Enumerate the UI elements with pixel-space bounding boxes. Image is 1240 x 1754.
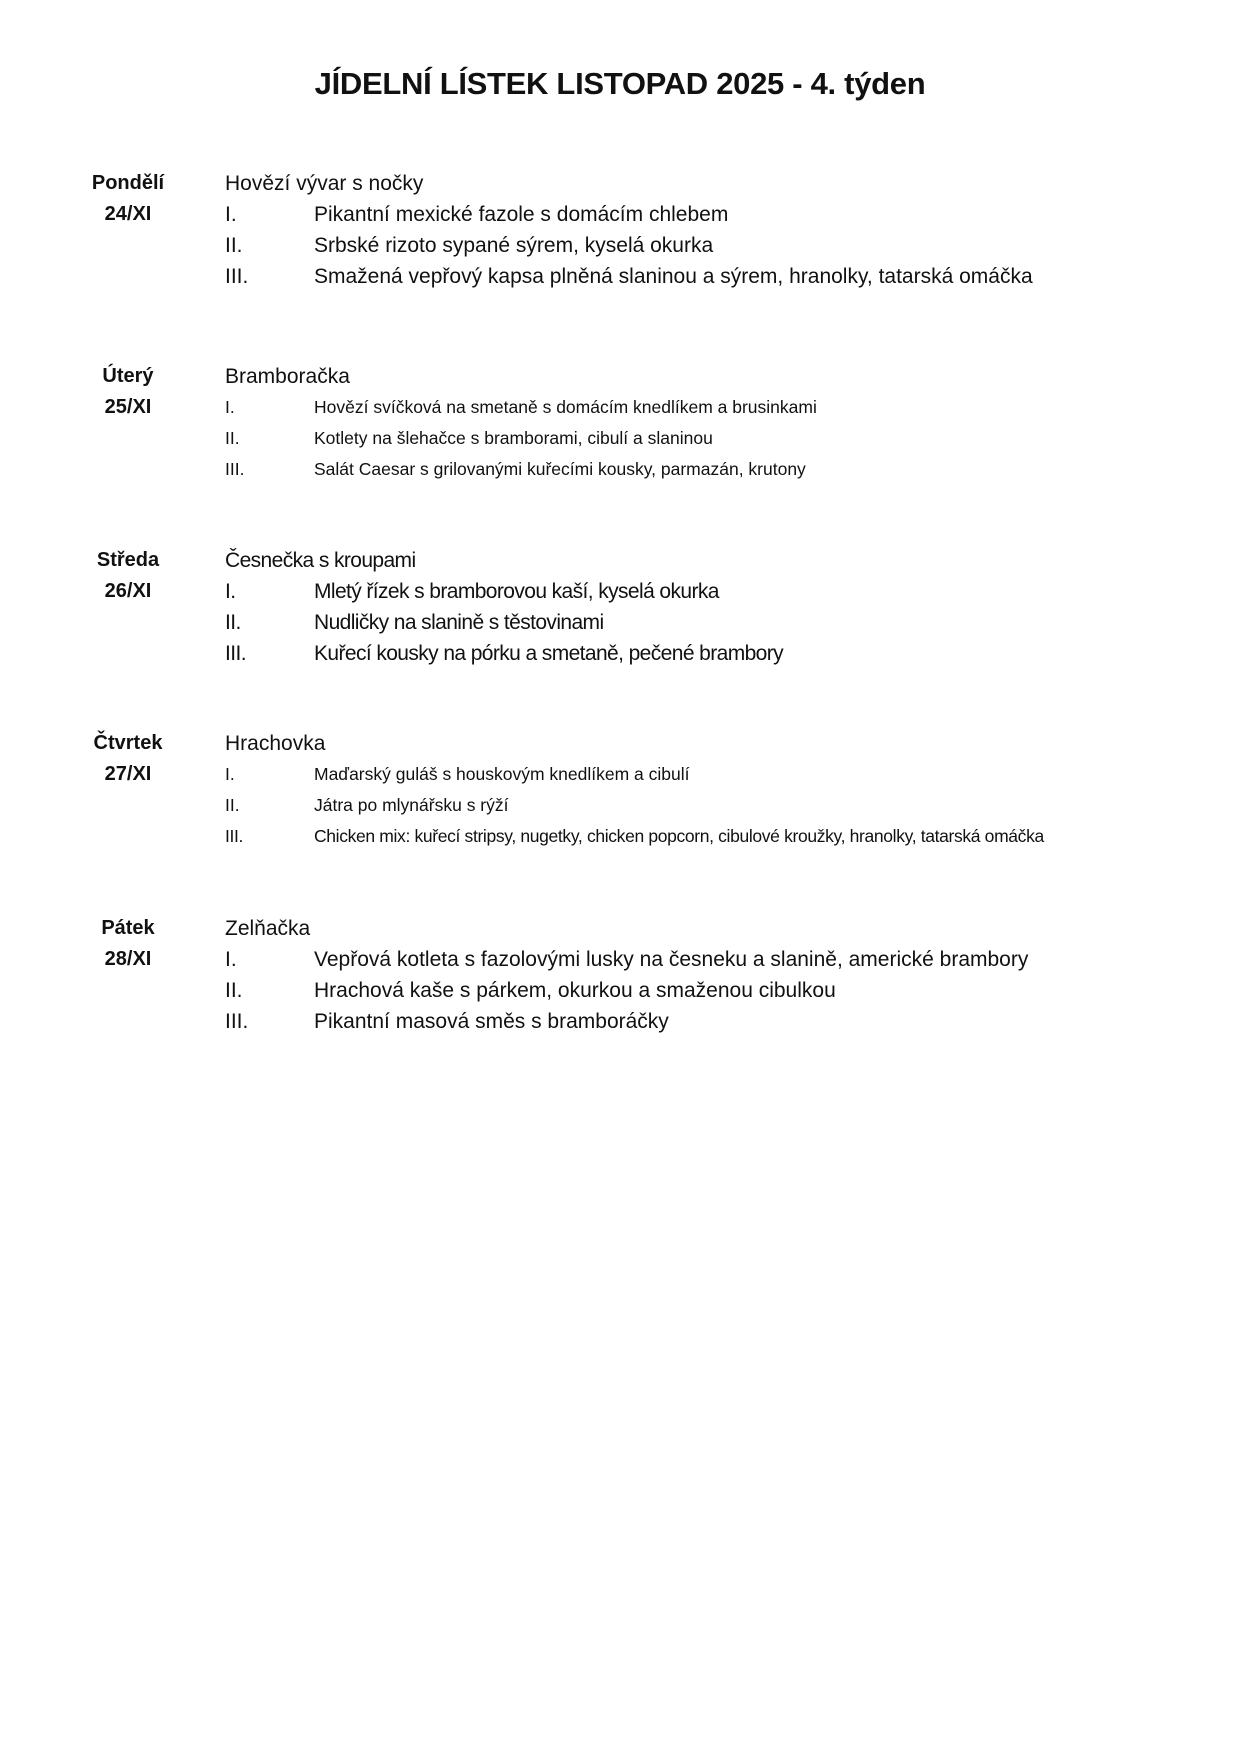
menu-item xyxy=(225,454,806,485)
menu-item xyxy=(225,1006,669,1037)
day-label xyxy=(70,168,186,230)
day-label xyxy=(70,545,186,607)
soup: Bramboračka xyxy=(225,365,350,388)
item-dish: Kotlety na šlehačce s bramborami, cibulí a slaninou xyxy=(314,428,713,448)
menu-item xyxy=(225,759,690,790)
item-dish: Kuřecí kousky na pórku a smetaně, pečené brambory xyxy=(314,642,784,665)
item-number: I. xyxy=(225,397,235,417)
menu-item xyxy=(225,944,1029,975)
item-number: III. xyxy=(225,642,246,665)
item-number: I. xyxy=(225,580,236,603)
item-dish: Pikantní mexické fazole s domácím chlebem xyxy=(314,203,729,226)
day-menu xyxy=(225,361,817,485)
item-dish: Srbské rizoto sypané sýrem, kyselá okurka xyxy=(314,234,714,257)
item-number: III. xyxy=(225,1010,249,1033)
day-name: Pátek xyxy=(101,917,155,939)
item-number: I. xyxy=(225,948,237,971)
menu-item xyxy=(225,821,1044,852)
menu-item xyxy=(225,392,817,423)
item-dish: Mletý řízek s bramborovou kaší, kyselá okurka xyxy=(314,580,719,603)
menu-item xyxy=(225,607,604,638)
menu-item xyxy=(225,261,1033,292)
item-number: II. xyxy=(225,611,241,634)
day-name: Středa xyxy=(96,549,160,571)
day-label xyxy=(70,913,186,975)
day-menu xyxy=(225,168,1033,292)
item-number: II. xyxy=(225,428,240,448)
day-name: Čtvrtek xyxy=(93,732,163,754)
soup: Česnečka s kroupami xyxy=(225,549,416,572)
day-menu xyxy=(225,728,1044,852)
soup: Hovězí vývar s nočky xyxy=(225,172,424,195)
item-number: II. xyxy=(225,234,243,257)
item-dish: Smažená vepřový kapsa plněná slaninou a sýrem, hranolky, tatarská omáčka xyxy=(314,265,1033,288)
item-dish: Salát Caesar s grilovanými kuřecími kousky, parmazán, krutony xyxy=(314,459,806,479)
day-name: Pondělí xyxy=(91,172,165,194)
page-title: JÍDELNÍ LÍSTEK LISTOPAD 2025 - 4. týden xyxy=(314,66,926,101)
day-label xyxy=(70,361,186,423)
item-number: III. xyxy=(225,265,249,288)
menu-item xyxy=(225,199,729,230)
item-number: III. xyxy=(225,459,245,479)
day-date: 25/XI xyxy=(104,396,152,418)
item-dish: Hrachová kaše s párkem, okurkou a smaženou cibulkou xyxy=(314,979,836,1002)
menu-item xyxy=(225,230,714,261)
menu-item xyxy=(225,423,713,454)
day-label xyxy=(70,728,186,790)
item-number: II. xyxy=(225,795,240,815)
item-number: II. xyxy=(225,979,243,1002)
item-number: I. xyxy=(225,203,237,226)
item-dish: Hovězí svíčková na smetaně s domácím knedlíkem a brusinkami xyxy=(314,397,817,417)
menu-item xyxy=(225,975,836,1006)
item-dish: Pikantní masová směs s bramboráčky xyxy=(314,1010,669,1033)
day-date: 26/XI xyxy=(104,580,152,602)
day-menu xyxy=(225,545,784,669)
menu-item xyxy=(225,790,509,821)
item-dish: Maďarský guláš s houskovým knedlíkem a cibulí xyxy=(314,764,690,784)
item-dish: Nudličky na slanině s těstovinami xyxy=(314,611,604,634)
soup: Zelňačka xyxy=(225,917,311,940)
item-dish: Vepřová kotleta s fazolovými lusky na česneku a slanině, americké brambory xyxy=(314,948,1029,971)
day-date: 27/XI xyxy=(104,763,152,785)
item-dish: Chicken mix: kuřecí stripsy, nugetky, chicken popcorn, cibulové kroužky, hranolky, tatarská omáčka xyxy=(314,826,1044,846)
day-date: 28/XI xyxy=(104,948,152,970)
menu-item xyxy=(225,576,719,607)
day-name: Úterý xyxy=(102,365,154,387)
item-number: I. xyxy=(225,764,235,784)
item-dish: Játra po mlynářsku s rýží xyxy=(314,795,509,815)
day-date: 24/XI xyxy=(104,203,152,225)
item-number: III. xyxy=(225,826,244,846)
day-menu xyxy=(225,913,1029,1037)
soup: Hrachovka xyxy=(225,732,326,755)
menu-item xyxy=(225,638,784,669)
